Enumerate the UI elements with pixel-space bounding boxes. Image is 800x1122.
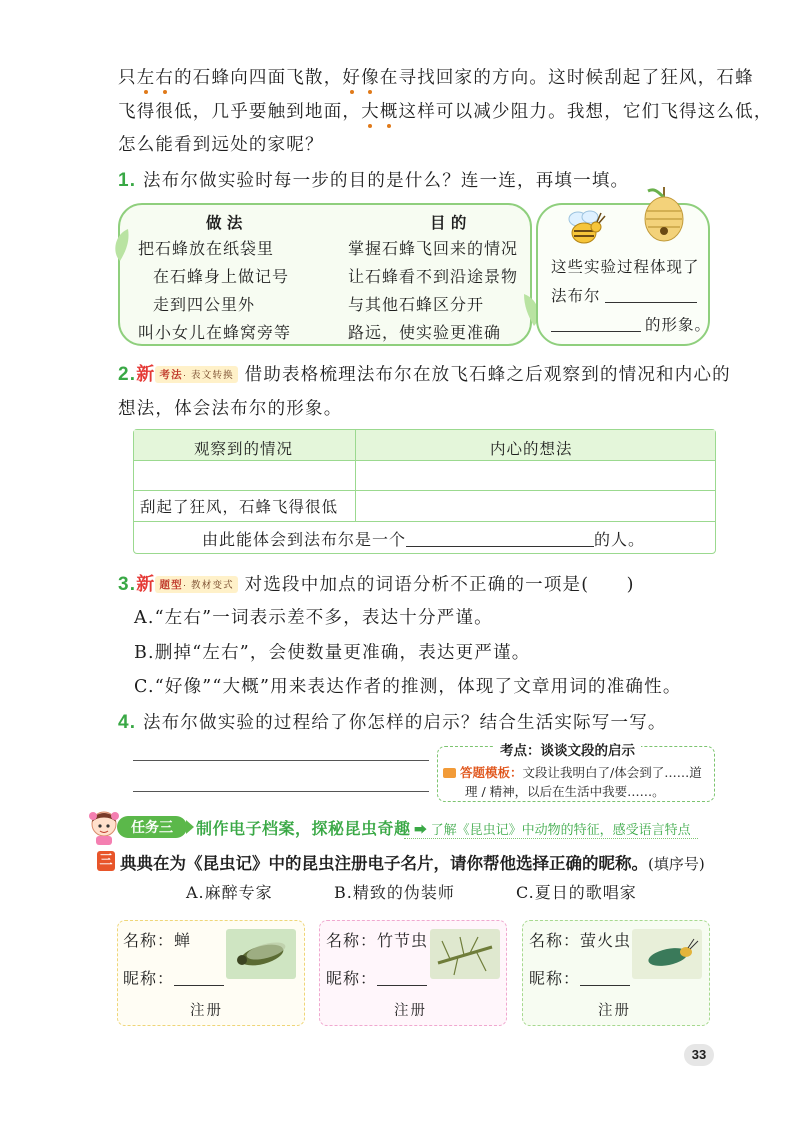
stick-insect-photo — [430, 929, 500, 979]
card-nick: 昵称： — [123, 966, 224, 989]
question-text: 法布尔做实验的过程给了你怎样的启示？结合生活实际写一写。 — [143, 713, 667, 733]
girl-mascot-icon — [88, 806, 120, 846]
exam-type-tag: 考法· 表文转换 — [155, 366, 237, 383]
choice-a[interactable]: A.麻醉专家 — [186, 883, 273, 902]
choice-c[interactable]: C.夏日的歌唱家 — [516, 883, 637, 902]
passage-line-2: 飞得很低，几乎要触到地面，大概这样可以减少阻力。我想，它们飞得这么低， — [118, 102, 773, 122]
leaf-icon — [110, 225, 132, 265]
table-rule — [134, 521, 715, 522]
table-cell-input[interactable] — [137, 463, 352, 488]
table-cell-input[interactable] — [358, 493, 713, 519]
option-b[interactable]: B.删掉“左右”，会使数量更准确，表达更严谨。 — [134, 643, 531, 663]
register-button[interactable]: 注册 — [394, 1003, 427, 1019]
emphasis-dot-you: 右 — [155, 68, 175, 88]
purpose-item[interactable]: 让石蜂看不到沿途景物 — [348, 267, 519, 286]
task-goal: ➡ 了解《昆虫记》中动物的特征，感受语言特点 — [414, 822, 691, 837]
question-1 — [118, 167, 629, 192]
question-4 — [118, 709, 667, 734]
card-nick: 昵称： — [326, 966, 427, 989]
card-name: 名称：竹节虫 — [326, 931, 429, 950]
bubble-text-1: 这些实验过程体现了 — [551, 258, 700, 276]
cicada-photo — [226, 929, 296, 979]
question-3 — [118, 570, 635, 596]
card-nick: 昵称： — [529, 966, 630, 989]
question-text: 法布尔做实验时每一步的目的是什么？连一连，再填一填。 — [143, 171, 630, 191]
question-number: 2. — [118, 364, 137, 385]
section-marker: 三 — [97, 851, 115, 871]
option-c[interactable]: C.“好像”“大概”用来表达作者的推测，体现了文章用词的准确性。 — [134, 677, 682, 697]
section-3-question: 典典在为《昆虫记》中的昆虫注册电子名片，请你帮他选择正确的昵称。(填序号) — [120, 855, 705, 873]
emphasis-dot-gai: 概 — [379, 102, 399, 122]
bubble-text-3: 的形象。 — [551, 313, 711, 335]
bee-icon — [560, 205, 610, 251]
question-text: 借助表格梳理法布尔在放飞石蜂之后观察到的情况和内心的 — [244, 365, 731, 385]
beehive-icon — [638, 185, 688, 245]
option-a[interactable]: A.“左右”一词表示差不多，表达十分严谨。 — [134, 608, 493, 628]
answer-blank[interactable] — [551, 331, 641, 332]
card-name: 名称：萤火虫 — [529, 931, 632, 950]
question-2 — [118, 360, 731, 386]
nickname-blank[interactable] — [174, 985, 224, 986]
question-number: 3. — [118, 574, 137, 595]
task-title: 制作电子档案，探秘昆虫奇趣 — [196, 821, 411, 838]
table-cell-input[interactable] — [358, 463, 713, 488]
question-number: 1. — [118, 170, 137, 191]
answer-blank[interactable] — [605, 302, 697, 303]
question-2-cont: 想法，体会法布尔的形象。 — [118, 399, 343, 419]
column-header-method: 做 法 — [206, 213, 243, 232]
arrow-right-icon: ➡ — [414, 822, 428, 837]
answer-line[interactable] — [133, 760, 429, 761]
page-number: 33 — [684, 1044, 714, 1066]
table-rule — [134, 460, 715, 461]
emphasis-dot-hao: 好 — [342, 68, 362, 88]
new-badge: 新 — [136, 574, 156, 594]
nickname-blank[interactable] — [580, 985, 630, 986]
purpose-item[interactable]: 与其他石蜂区分开 — [348, 295, 485, 314]
table-header-cell: 观察到的情况 — [194, 440, 294, 458]
table-cell: 刮起了狂风，石蜂飞得很低 — [140, 498, 339, 516]
passage-line-1: 只左右的石蜂向四面飞散，好像在寻找回家的方向。这时候刮起了狂风，石蜂 — [118, 68, 754, 88]
nickname-blank[interactable] — [377, 985, 427, 986]
card-name: 名称：蝉 — [123, 931, 192, 950]
table-rule — [134, 490, 715, 491]
column-header-purpose: 目 的 — [430, 213, 467, 232]
folder-icon — [443, 768, 456, 778]
table-summary: 由此能体会到法布尔是一个 的人。 — [202, 530, 646, 549]
question-text: 对选段中加点的词语分析不正确的一项是( ) — [244, 575, 635, 595]
task-pill: 任务三 — [117, 816, 187, 838]
bubble-text-2: 法布尔 — [551, 284, 697, 306]
table-header-cell: 内心的想法 — [490, 440, 573, 458]
new-badge: 新 — [136, 364, 156, 384]
pill-arrow — [186, 820, 194, 834]
method-item[interactable]: 把石蜂放在纸袋里 — [138, 239, 275, 258]
answer-line[interactable] — [133, 791, 429, 792]
answer-blank[interactable] — [406, 546, 594, 547]
exam-type-tag: 题型· 教材变式 — [155, 576, 237, 593]
emphasis-dot-zuo: 左 — [136, 68, 156, 88]
register-button[interactable]: 注册 — [598, 1003, 631, 1019]
tip-line-1: 答题模板：文段让我明白了/体会到了……道 — [443, 763, 702, 781]
method-item[interactable]: 走到四公里外 — [153, 295, 256, 314]
method-item[interactable]: 叫小女儿在蜂窝旁等 — [138, 323, 292, 342]
goal-underline — [404, 838, 698, 839]
tip-line-2: 理 / 精神，以后在生活中我要……。 — [465, 784, 665, 799]
method-item[interactable]: 在石蜂身上做记号 — [153, 267, 290, 286]
question-number: 4. — [118, 712, 137, 733]
choice-b[interactable]: B.精致的伪装师 — [334, 883, 455, 902]
passage-line-3: 怎么能看到远处的家呢？ — [118, 135, 324, 155]
purpose-item[interactable]: 路远，使实验更准确 — [348, 323, 502, 342]
tip-title: 考点：谈谈文段的启示 — [494, 739, 641, 759]
firefly-photo — [632, 929, 702, 979]
table-rule — [355, 430, 356, 521]
emphasis-dot-da: 大 — [361, 102, 380, 122]
purpose-item[interactable]: 掌握石蜂飞回来的情况 — [348, 239, 519, 258]
emphasis-dot-xiang: 像 — [361, 68, 380, 88]
register-button[interactable]: 注册 — [190, 1003, 223, 1019]
